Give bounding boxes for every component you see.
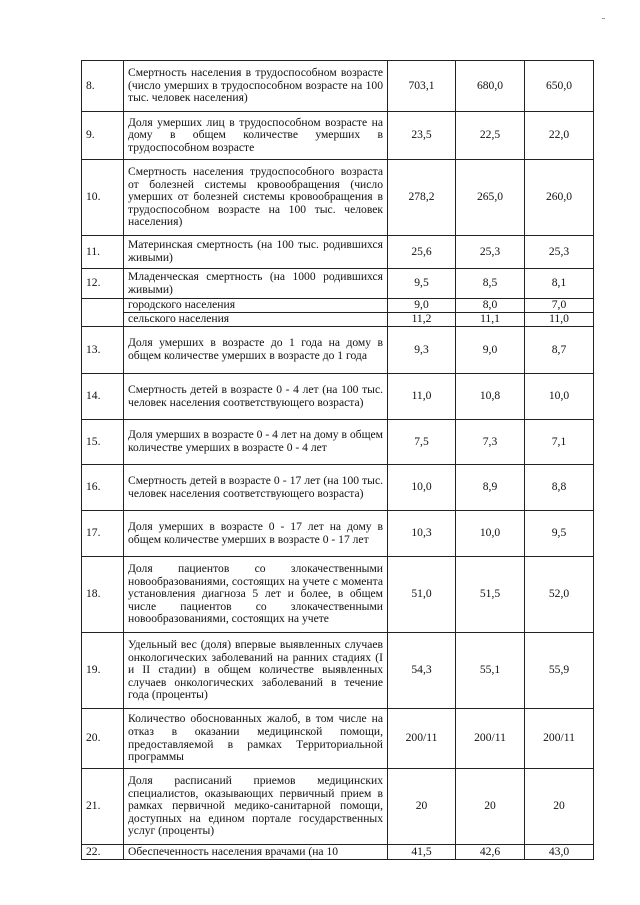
table-row — [82, 511, 594, 557]
value-col-3: 10,0 — [525, 374, 594, 420]
value-col-3: 11,0 — [525, 313, 594, 327]
indicator-description: Смертность детей в возрасте 0 - 4 лет (на 100 тыс. человек населения соответствующего возраста) — [124, 374, 388, 420]
value-col-2: 51,5 — [456, 557, 525, 633]
indicator-description: Младенческая смертность (на 1000 родившихся живыми) — [124, 269, 388, 299]
value-col-1: 41,5 — [388, 845, 456, 860]
value-col-2: 10,8 — [456, 374, 525, 420]
value-col-3: 7,1 — [525, 420, 594, 465]
row-number: 20. — [82, 709, 124, 769]
row-number: 22. — [82, 845, 124, 860]
value-col-1: 9,5 — [388, 269, 456, 299]
indicator-description: Удельный вес (доля) впервые выявленных случаев онкологических заболеваний на ранних стадиях (I и II стадии) в общем количестве выявленных случаев онкологических заболеваний в течение года (проценты) — [124, 633, 388, 709]
indicator-description: Доля умерших в возрасте до 1 года на дому в общем количестве умерших в возрасте до 1 года — [124, 327, 388, 374]
value-col-1: 23,5 — [388, 112, 456, 160]
indicator-description: городского населения — [124, 299, 388, 313]
value-col-1: 20 — [388, 769, 456, 845]
row-number: 8. — [82, 61, 124, 112]
indicator-description: Доля умерших в возрасте 0 - 17 лет на дому в общем количестве умерших в возрасте 0 - 17 лет — [124, 511, 388, 557]
indicator-description: Смертность населения в трудоспособном возрасте (число умерших в трудоспособном возрасте на 100 тыс. человек населения) — [124, 61, 388, 112]
table-row — [82, 465, 594, 511]
row-number: 10. — [82, 160, 124, 236]
row-number: 17. — [82, 511, 124, 557]
value-col-2: 20 — [456, 769, 525, 845]
table-row — [82, 420, 594, 465]
value-col-2: 200/11 — [456, 709, 525, 769]
scan-mark — [602, 18, 605, 19]
value-col-3: 260,0 — [525, 160, 594, 236]
table-row — [82, 769, 594, 845]
row-number: 13. — [82, 327, 124, 374]
row-number: 18. — [82, 557, 124, 633]
value-col-2: 22,5 — [456, 112, 525, 160]
value-col-1: 54,3 — [388, 633, 456, 709]
value-col-1: 9,0 — [388, 299, 456, 313]
value-col-3: 8,7 — [525, 327, 594, 374]
value-col-1: 25,6 — [388, 236, 456, 269]
indicators-table — [81, 60, 594, 860]
table-row — [82, 557, 594, 633]
row-number: 19. — [82, 633, 124, 709]
value-col-3: 8,1 — [525, 269, 594, 299]
indicator-description: Обеспеченность населения врачами (на 10 — [124, 845, 388, 860]
indicator-description: Доля умерших в возрасте 0 - 4 лет на дому в общем количестве умерших в возрасте 0 - 4 лет — [124, 420, 388, 465]
table-row — [82, 112, 594, 160]
table-row — [82, 61, 594, 112]
indicator-description: Доля умерших лиц в трудоспособном возрасте на дому в общем количестве умерших в трудоспособном возрасте — [124, 112, 388, 160]
indicator-description: Количество обоснованных жалоб, в том числе на отказ в оказании медицинской помощи, предоставляемой в рамках Территориальной программы — [124, 709, 388, 769]
value-col-2: 8,9 — [456, 465, 525, 511]
value-col-1: 200/11 — [388, 709, 456, 769]
value-col-2: 10,0 — [456, 511, 525, 557]
value-col-1: 10,0 — [388, 465, 456, 511]
row-number: 16. — [82, 465, 124, 511]
value-col-1: 9,3 — [388, 327, 456, 374]
row-number: 14. — [82, 374, 124, 420]
table-subrow — [82, 313, 594, 327]
row-number: 9. — [82, 112, 124, 160]
row-number — [82, 299, 124, 313]
value-col-2: 265,0 — [456, 160, 525, 236]
row-number: 12. — [82, 269, 124, 299]
table-row — [82, 160, 594, 236]
value-col-3: 650,0 — [525, 61, 594, 112]
value-col-2: 8,5 — [456, 269, 525, 299]
value-col-1: 11,0 — [388, 374, 456, 420]
value-col-2: 8,0 — [456, 299, 525, 313]
table-row — [82, 236, 594, 269]
value-col-3: 25,3 — [525, 236, 594, 269]
value-col-3: 52,0 — [525, 557, 594, 633]
indicator-description: Доля расписаний приемов медицинских специалистов, оказывающих первичный прием в рамках первичной медико-санитарной помощи, доступных на едином портале государственных услуг (проценты) — [124, 769, 388, 845]
table-row — [82, 269, 594, 299]
value-col-1: 278,2 — [388, 160, 456, 236]
row-number: 11. — [82, 236, 124, 269]
indicator-description: Доля пациентов со злокачественными новообразованиями, состоящих на учете с момента установления диагноза 5 лет и более, в общем числе пациентов со злокачественными новообразованиями, состоящих на учете — [124, 557, 388, 633]
value-col-3: 200/11 — [525, 709, 594, 769]
value-col-2: 25,3 — [456, 236, 525, 269]
value-col-2: 7,3 — [456, 420, 525, 465]
value-col-2: 9,0 — [456, 327, 525, 374]
value-col-1: 51,0 — [388, 557, 456, 633]
table-subrow — [82, 299, 594, 313]
table-row — [82, 374, 594, 420]
value-col-1: 10,3 — [388, 511, 456, 557]
value-col-3: 8,8 — [525, 465, 594, 511]
value-col-2: 42,6 — [456, 845, 525, 860]
indicator-description: Смертность детей в возрасте 0 - 17 лет (на 100 тыс. человек населения соответствующего возраста) — [124, 465, 388, 511]
value-col-2: 11,1 — [456, 313, 525, 327]
value-col-3: 20 — [525, 769, 594, 845]
value-col-1: 7,5 — [388, 420, 456, 465]
table-row — [82, 709, 594, 769]
row-number: 21. — [82, 769, 124, 845]
value-col-3: 9,5 — [525, 511, 594, 557]
value-col-2: 55,1 — [456, 633, 525, 709]
value-col-3: 7,0 — [525, 299, 594, 313]
value-col-1: 11,2 — [388, 313, 456, 327]
value-col-3: 43,0 — [525, 845, 594, 860]
table-row — [82, 845, 594, 860]
value-col-2: 680,0 — [456, 61, 525, 112]
table-row — [82, 327, 594, 374]
value-col-3: 22,0 — [525, 112, 594, 160]
indicator-description: сельского населения — [124, 313, 388, 327]
table-row — [82, 633, 594, 709]
indicator-description: Смертность населения трудоспособного возраста от болезней системы кровообращения (число умерших от болезней системы кровообращения в трудоспособном возрасте на 100 тыс. человек населения) — [124, 160, 388, 236]
value-col-3: 55,9 — [525, 633, 594, 709]
value-col-1: 703,1 — [388, 61, 456, 112]
indicator-description: Материнская смертность (на 100 тыс. родившихся живыми) — [124, 236, 388, 269]
row-number — [82, 313, 124, 327]
row-number: 15. — [82, 420, 124, 465]
